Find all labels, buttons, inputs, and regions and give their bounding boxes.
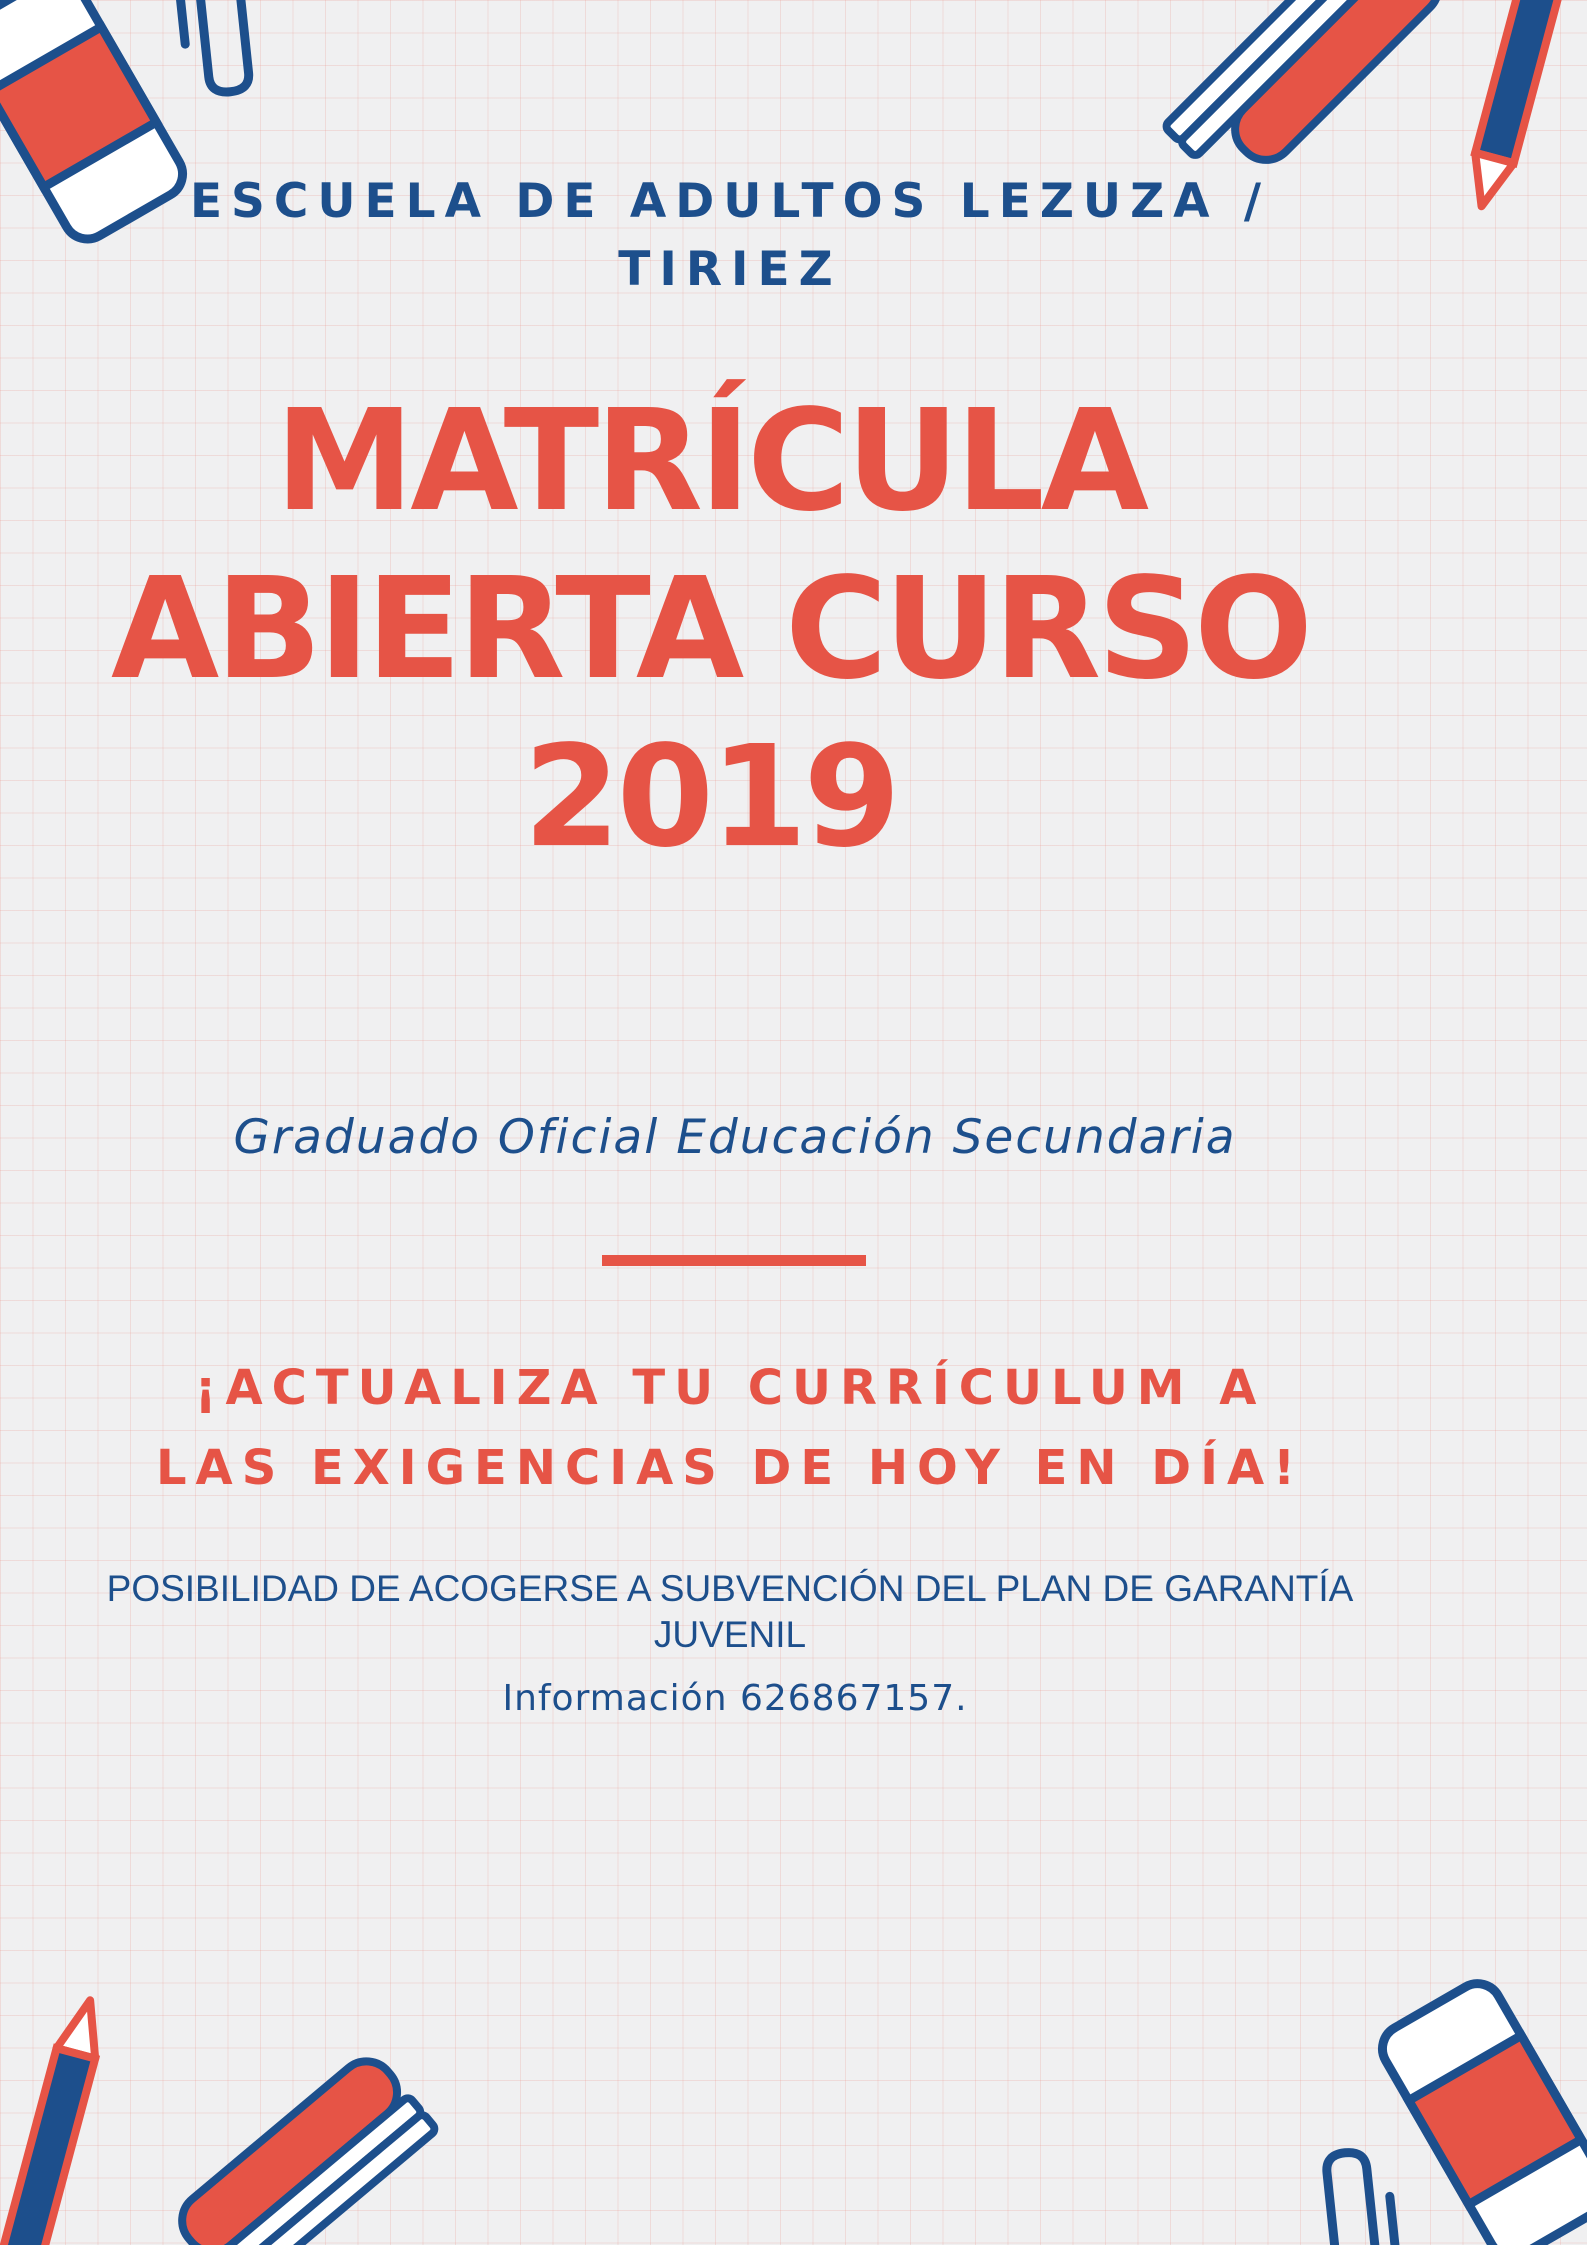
book-icon	[170, 2090, 440, 2245]
school-name: ESCUELA DE ADULTOS LEZUZA / TIRIEZ	[189, 174, 1271, 297]
subsidy-info: POSIBILIDAD DE ACOGERSE A SUBVENCIÓN DEL PLAN DE GARANTÍA JUVENIL	[106, 1568, 1354, 1655]
pencil-icon	[0, 1980, 130, 2245]
book-icon	[1160, 0, 1430, 160]
pencil-icon	[1440, 0, 1580, 270]
eraser-icon	[1380, 1960, 1587, 2245]
paperclip-icon	[170, 0, 280, 110]
subtitle: Graduado Oficial Educación Secundaria	[233, 1110, 1237, 1165]
headline: MATRÍCULA ABIERTA CURSO 2019	[110, 380, 1310, 879]
contact-info: Información 626867157.	[502, 1678, 968, 1719]
call-to-action: ¡ACTUALIZA TU CURRÍCULUM A LAS EXIGENCIAS DE HOY EN DÍA!	[155, 1360, 1305, 1496]
divider	[602, 1255, 866, 1266]
